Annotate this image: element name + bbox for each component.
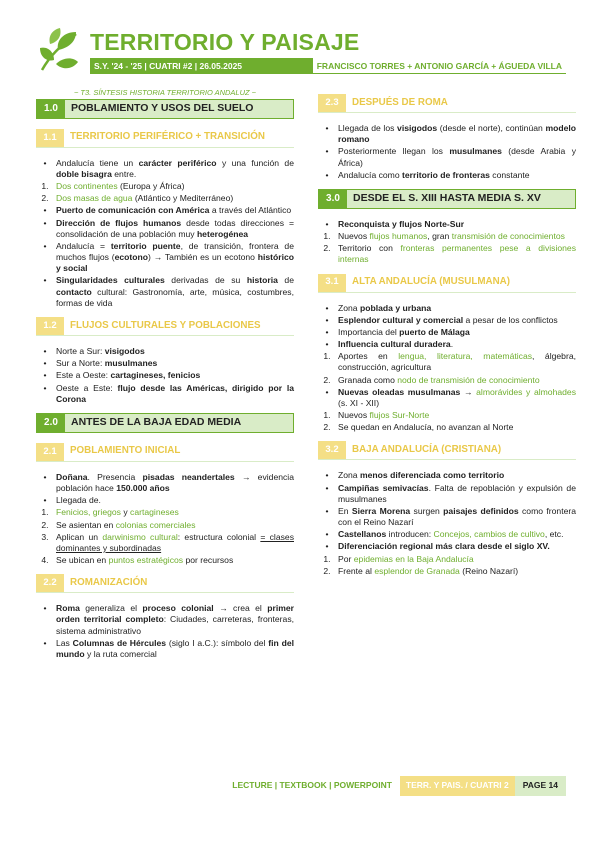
- text-run: Zona: [338, 470, 360, 481]
- meta-bar: [90, 58, 566, 74]
- list-marker: •: [325, 314, 329, 325]
- text-run: a pesar de los conflictos: [463, 314, 558, 325]
- subsection-heading: [36, 317, 294, 336]
- left-column: [36, 88, 294, 668]
- footer-course: TERR. Y PAIS. / CUATRI 2: [400, 776, 515, 796]
- list-item: [41, 531, 294, 554]
- text-run: Andalucía =: [56, 240, 111, 251]
- text-run: Oeste a Este:: [56, 382, 118, 393]
- text-run: (s. XI - XII): [338, 397, 380, 408]
- text-run: , gran: [427, 231, 452, 242]
- section-kicker: ~ T3. SÍNTESIS HISTORIA TERRITORIO ANDALUZ ~: [73, 88, 257, 97]
- text-run: (desde Arabia y África): [338, 146, 577, 168]
- list-item: [323, 374, 576, 386]
- text-run: Llegada de los: [338, 123, 398, 133]
- text-run: carácter periférico: [138, 157, 217, 168]
- list-marker: •: [325, 386, 329, 397]
- list-item: [323, 565, 576, 577]
- list-marker: •: [43, 382, 47, 393]
- text-run: ) → También es un ecotono: [148, 252, 258, 263]
- list-item: [43, 471, 294, 494]
- text-run: territorio puente: [110, 240, 181, 251]
- list-item: [43, 240, 295, 275]
- section-number: 1.0: [37, 100, 65, 118]
- text-run: colonias comerciales: [115, 519, 196, 530]
- list-marker: •: [325, 482, 329, 493]
- leaf-logo-icon: [36, 26, 84, 74]
- text-run: generaliza el: [79, 603, 143, 614]
- section-title: ANTES DE LA BAJA EDAD MEDIA: [65, 414, 293, 432]
- text-run: proceso colonial: [142, 603, 214, 614]
- text-run: constante: [489, 169, 530, 180]
- list-item: [43, 358, 294, 369]
- section-number: 3.2: [318, 441, 346, 459]
- course-meta: S.Y. '24 - '25 | CUATRI #2 | 26.05.2025: [94, 61, 243, 71]
- list-item: [325, 326, 576, 338]
- text-run: histórico y social: [56, 252, 295, 274]
- text-run: Doñana: [56, 471, 88, 482]
- list-marker: •: [43, 157, 47, 168]
- text-run: almorávides y almohades: [476, 386, 576, 397]
- list-marker: 1.: [41, 181, 49, 192]
- text-run: Las: [56, 637, 73, 648]
- text-run: Territorio con: [338, 243, 401, 254]
- text-run: , álgebra, construcción, agricultura: [338, 351, 576, 373]
- list-marker: •: [43, 637, 47, 648]
- text-run: paisajes definidos: [443, 505, 519, 516]
- list-item: [325, 470, 576, 481]
- section-title: POBLAMIENTO INICIAL: [70, 445, 181, 457]
- list-item: [43, 637, 294, 660]
- page-number: PAGE 14: [515, 776, 566, 796]
- text-run: Sur a Norte:: [56, 358, 105, 369]
- text-run: →: [460, 386, 477, 397]
- list-marker: •: [325, 146, 329, 157]
- text-run: musulmanes: [104, 358, 158, 369]
- list-item: [43, 345, 294, 357]
- list-marker: •: [325, 541, 329, 552]
- bullet-list: [36, 158, 294, 309]
- list-marker: 2.: [323, 243, 331, 254]
- list-item: [41, 193, 294, 204]
- bullet-list: [318, 219, 576, 266]
- text-run: Reconquista y flujos Norte-Sur: [338, 218, 465, 229]
- list-marker: 2.: [41, 519, 49, 530]
- list-item: [43, 495, 294, 506]
- list-marker: •: [43, 471, 47, 482]
- bullet-list: [318, 303, 576, 434]
- text-run: Aplican un: [56, 531, 103, 542]
- text-run: (desde el norte), continúan: [437, 123, 546, 133]
- subsection-heading: [318, 94, 576, 113]
- text-run: Sierra Morena: [351, 505, 411, 516]
- text-run: fin del mundo: [56, 637, 294, 659]
- list-item: [43, 157, 294, 180]
- section-number: 3.1: [318, 274, 346, 292]
- list-marker: 4.: [41, 555, 49, 566]
- text-run: esplendor de Granada: [374, 565, 460, 576]
- list-item: [41, 519, 294, 531]
- text-run: historia: [246, 275, 278, 286]
- bullet-list: [36, 346, 294, 405]
- text-run: , etc.: [544, 529, 564, 540]
- text-run: Diferenciación regional más clara desde el siglo XV.: [338, 541, 550, 552]
- subsection-heading: [36, 129, 294, 148]
- bullet-list: [36, 603, 294, 660]
- text-run: lengua, literatura, matemáticas: [398, 351, 533, 362]
- list-marker: •: [325, 339, 329, 350]
- text-run: Aportes en: [338, 351, 399, 362]
- text-run: Nuevas oleadas musulmanas: [338, 386, 461, 397]
- text-run: doble bisagra: [56, 168, 112, 179]
- section-heading: [36, 99, 294, 119]
- list-item: [325, 169, 576, 181]
- page-header: [36, 24, 566, 80]
- text-run: cartagineses: [130, 507, 179, 518]
- list-marker: 1.: [323, 351, 331, 362]
- text-run: Influencia cultural duradera: [338, 339, 451, 350]
- text-run: (Europa y África): [117, 181, 185, 192]
- text-run: Dos continentes: [56, 181, 118, 192]
- text-run: fronteras permanentes pese a divisiones internas: [338, 243, 576, 265]
- list-item: [325, 482, 576, 505]
- section-number: 1.1: [36, 129, 64, 147]
- list-marker: 1.: [323, 553, 331, 564]
- text-run: y la ruta comercial: [84, 648, 157, 659]
- text-run: flujos humanos: [369, 231, 428, 242]
- text-run: por recursos: [183, 555, 234, 566]
- text-run: Este a Oeste:: [56, 370, 111, 381]
- list-item: [325, 123, 576, 145]
- section-title: DESPUÉS DE ROMA: [352, 96, 448, 108]
- text-run: Andalucía tiene un: [56, 157, 139, 168]
- text-run: desde todas direcciones = consolidación de una población muy: [56, 217, 294, 239]
- section-title: DESDE EL S. XIII HASTA MEDIA S. XV: [347, 190, 575, 208]
- text-run: .: [450, 339, 454, 350]
- text-run: , de transición, frontera de muchos flujos (: [56, 240, 294, 263]
- section-title: ALTA ANDALUCÍA (MUSULMANA): [352, 276, 510, 288]
- text-run: Columnas de Hércules: [72, 637, 167, 648]
- list-marker: 2.: [323, 565, 331, 576]
- list-item: [323, 243, 576, 265]
- text-run: ecotono: [114, 252, 149, 263]
- list-item: [325, 505, 576, 528]
- text-run: transmisión de conocimientos: [451, 231, 565, 242]
- section-title: BAJA ANDALUCÍA (CRISTIANA): [352, 444, 502, 456]
- text-run: Dirección de flujos humanos: [56, 217, 182, 228]
- list-marker: •: [43, 240, 47, 251]
- text-run: Castellanos: [338, 529, 387, 540]
- text-run: → evidencia población hace: [56, 471, 294, 494]
- text-run: Por: [338, 553, 354, 564]
- page-title: TERRITORIO Y PAISAJE: [90, 29, 360, 55]
- section-number: 1.2: [36, 317, 64, 335]
- list-item: [325, 302, 576, 314]
- list-marker: •: [43, 358, 47, 369]
- list-item: [325, 218, 576, 230]
- text-run: poblada y urbana: [359, 302, 432, 313]
- list-item: [323, 422, 576, 433]
- text-run: Zona: [338, 302, 360, 313]
- list-marker: 1.: [41, 507, 49, 518]
- section-title: TERRITORIO PERIFÉRICO + TRANSICIÓN: [70, 131, 265, 143]
- text-run: : Ciudades, carreteras, fronteras, sistema administrativo: [56, 614, 295, 636]
- list-item: [325, 339, 576, 350]
- text-run: Dos masas de agua: [56, 193, 133, 204]
- list-item: [325, 314, 576, 326]
- text-run: y una función de: [216, 157, 294, 168]
- text-run: Fenicios, griegos: [56, 507, 121, 518]
- subsection-heading: [36, 443, 294, 462]
- list-item: [325, 146, 577, 168]
- list-marker: •: [43, 603, 47, 614]
- section-title: POBLAMIENTO Y USOS DEL SUELO: [65, 100, 293, 118]
- text-run: flujos Sur-Norte: [369, 410, 430, 421]
- text-run: Llegada de.: [56, 495, 101, 506]
- list-item: [41, 555, 294, 566]
- list-item: [43, 603, 295, 637]
- list-marker: 2.: [323, 422, 331, 433]
- text-run: (Atlántico y Mediterráneo): [132, 193, 234, 204]
- list-item: [325, 529, 576, 540]
- list-item: [41, 181, 294, 192]
- text-run: a través del Atlántico: [209, 205, 292, 216]
- text-run: Norte a Sur:: [56, 345, 105, 356]
- text-run: (Reino Nazarí): [459, 565, 519, 576]
- bullet-list: [318, 470, 576, 577]
- list-marker: •: [325, 169, 329, 180]
- list-item: [43, 205, 294, 216]
- text-run: = clases dominantes y subordinadas: [56, 531, 294, 553]
- text-run: darwinismo cultural: [102, 531, 178, 542]
- list-marker: •: [325, 505, 329, 516]
- subsection-heading: [318, 274, 576, 293]
- text-run: Granada como: [338, 374, 398, 385]
- text-run: pisadas neandertales: [142, 471, 235, 482]
- text-run: contacto: [56, 286, 92, 297]
- section-number: 2.1: [36, 443, 64, 461]
- text-run: Andalucía como: [338, 169, 403, 180]
- text-run: visigodos: [397, 123, 438, 133]
- text-run: Singularidades culturales: [56, 275, 165, 286]
- text-run: de: [277, 275, 294, 286]
- text-run: entre.: [111, 168, 137, 179]
- text-run: flujo desde las Américas, dirigido por la Corona: [56, 382, 294, 404]
- text-run: puerto de Málaga: [399, 326, 470, 337]
- text-run: Importancia del: [338, 326, 400, 337]
- list-marker: •: [325, 470, 329, 481]
- text-run: musulmanes: [449, 146, 502, 157]
- text-run: nodo de transmisión de conocimiento: [397, 374, 540, 385]
- text-run: . Falta de repoblación y expulsión de musulmanes: [338, 482, 576, 504]
- text-run: Se asientan en: [56, 519, 116, 530]
- bullet-list: [36, 472, 294, 566]
- list-marker: 3.: [41, 531, 49, 542]
- text-run: como frontera con el Reino Nazarí: [338, 505, 576, 528]
- list-item: [323, 410, 576, 421]
- text-run: cultural: Gastronomía, arte, música, costumbres, formas de vida: [56, 286, 294, 308]
- list-marker: •: [43, 205, 47, 216]
- section-number: 2.2: [36, 574, 64, 592]
- list-item: [43, 370, 294, 381]
- text-run: Posteriormente llegan los: [338, 146, 450, 157]
- text-run: derivadas de su: [164, 275, 247, 286]
- text-run: y: [120, 507, 131, 518]
- list-item: [43, 275, 294, 309]
- text-run: Nuevos: [338, 410, 370, 421]
- list-marker: •: [43, 495, 47, 506]
- authors: FRANCISCO TORRES + ANTONIO GARCÍA + ÁGUEDA VILLA: [313, 58, 566, 74]
- list-marker: •: [43, 275, 47, 286]
- text-run: → crea el: [213, 603, 268, 614]
- list-item: [323, 231, 576, 242]
- section-heading: [318, 189, 576, 209]
- list-item: [323, 351, 576, 373]
- text-run: Concejos, cambios de cultivo: [433, 529, 545, 540]
- text-run: surgen: [410, 505, 444, 516]
- list-marker: •: [43, 217, 47, 228]
- list-marker: •: [43, 370, 47, 381]
- text-run: : estructura colonial: [177, 531, 261, 542]
- section-title: FLUJOS CULTURALES Y POBLACIONES: [70, 319, 261, 331]
- text-run: 150.000 años: [116, 483, 170, 494]
- text-run: (siglo I a.C.): símbolo del: [166, 637, 269, 648]
- text-run: primer orden territorial completo: [56, 603, 294, 625]
- text-run: modelo romano: [338, 123, 576, 145]
- list-marker: 1.: [323, 231, 331, 242]
- page-footer: [200, 776, 566, 796]
- list-item: [41, 507, 294, 518]
- text-run: territorio de fronteras: [402, 169, 490, 180]
- footer-links: LECTURE | TEXTBOOK | POWERPOINT: [232, 780, 392, 791]
- text-run: En: [338, 505, 352, 516]
- text-run: menos diferenciada como territorio: [359, 470, 505, 481]
- text-run: visigodos: [104, 345, 145, 356]
- text-run: . Presencia: [87, 471, 143, 482]
- text-run: Nuevos: [338, 231, 370, 242]
- list-item: [323, 553, 576, 565]
- right-column: [318, 88, 576, 585]
- section-number: 2.3: [318, 94, 346, 112]
- list-item: [43, 217, 294, 240]
- text-run: puntos estratégicos: [108, 555, 184, 566]
- text-run: Se ubican en: [56, 555, 109, 566]
- list-marker: •: [325, 123, 329, 133]
- text-run: cartagineses, fenicios: [110, 370, 201, 381]
- subsection-heading: [318, 441, 576, 460]
- text-run: Se quedan en Andalucía, no avanzan al Norte: [338, 422, 514, 433]
- list-marker: 2.: [41, 193, 49, 204]
- list-item: [325, 541, 576, 552]
- list-marker: •: [325, 302, 329, 313]
- subsection-heading: [36, 574, 294, 593]
- text-run: Puerto de comunicación con América: [56, 205, 210, 216]
- list-marker: 2.: [323, 374, 331, 385]
- list-marker: •: [325, 218, 329, 229]
- text-run: Esplendor cultural y comercial: [338, 314, 464, 325]
- section-heading: [36, 413, 294, 433]
- section-title: ROMANIZACIÓN: [70, 576, 148, 588]
- text-run: introducen:: [386, 529, 434, 540]
- list-marker: •: [325, 326, 329, 337]
- list-marker: •: [43, 345, 47, 356]
- text-run: epidemias en la Baja Andalucía: [353, 553, 474, 564]
- list-marker: 1.: [323, 410, 331, 421]
- text-run: heterogénea: [196, 228, 249, 239]
- text-run: Roma: [56, 603, 80, 614]
- text-run: Frente al: [338, 565, 375, 576]
- list-item: [43, 382, 294, 405]
- text-run: Campiñas semivacías: [338, 482, 429, 493]
- list-marker: •: [325, 529, 329, 540]
- bullet-list: [318, 123, 576, 181]
- section-number: 3.0: [319, 190, 347, 208]
- list-item: [325, 386, 576, 409]
- section-number: 2.0: [37, 414, 65, 432]
